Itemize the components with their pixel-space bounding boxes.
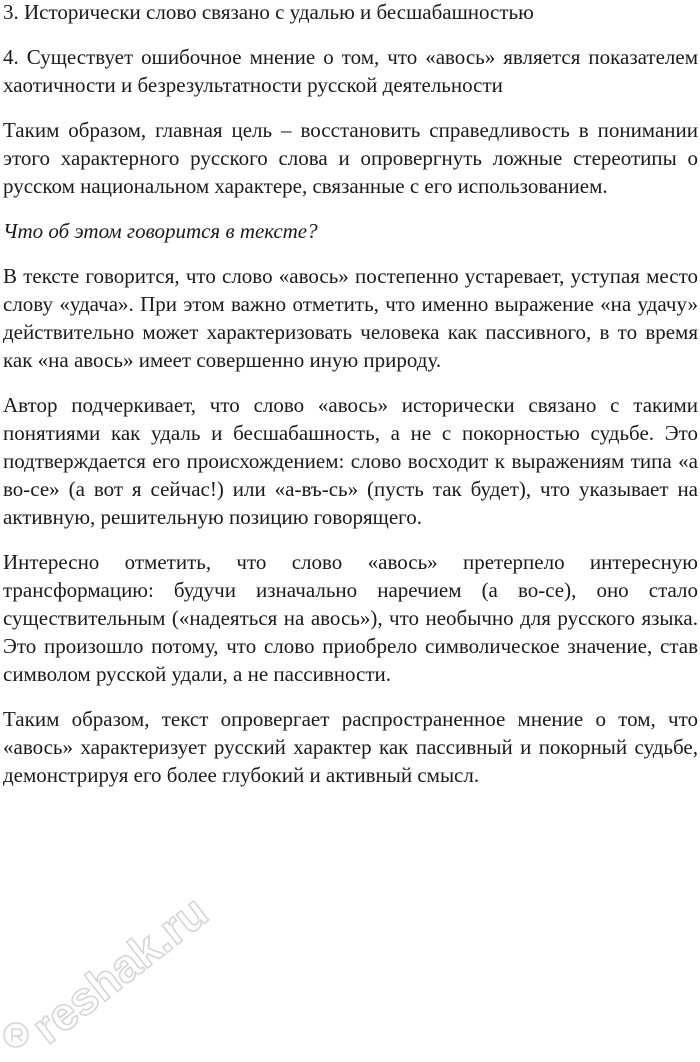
answer-paragraph-3: Интересно отметить, что слово «авось» претерпело интересную трансформацию: будучи изначально наречием (а во-се), оно стало существительным («надеяться на авось»), что необычно для русского языка. Это произошло потому, что слово приобрело символическое значение, став символом русской удали, а не пассивности. <box>3 550 698 686</box>
list-item-4: 4. Существует ошибочное мнение о том, что «авось» является показателем хаотичности и безрезультатности русской деятельности <box>3 45 698 97</box>
watermark-logo <box>0 885 218 1054</box>
answer-paragraph-2: Автор подчеркивает, что слово «авось» исторически связано с такими понятиями как удаль и бесшабашность, а не с покорностью судьбе. Это подтверждается его происхождением: слово восходит к выражениям типа «а во-се» (а вот я сейчас!) или «а-въ-сь» (пусть так будет), что указывает на активную, решительную позицию говорящего. <box>3 393 698 529</box>
summary-paragraph: Таким образом, главная цель – восстановить справедливость в понимании этого характерного русского слова и опровергнуть ложные стереотипы о русском национальном характере, связанные с его использованием. <box>3 118 698 198</box>
conclusion-paragraph: Таким образом, текст опровергает распространенное мнение о том, что «авось» характеризует русский характер как пассивный и покорный судьбе, демонстрируя его более глубокий и активный смысл. <box>3 707 698 787</box>
answer-paragraph-1: В тексте говорится, что слово «авось» постепенно устаревает, уступая место слову «удача». При этом важно отметить, что именно выражение «на удачу» действительно может характеризовать человека как пассивного, в то время как «на авось» имеет совершенно иную природу. <box>3 264 698 372</box>
svg-text:reshak.ru: reshak.ru <box>22 885 218 1054</box>
list-item-3: 3. Исторически слово связано с удалью и бесшабашностью <box>3 0 534 24</box>
question-heading: Что об этом говорится в тексте? <box>3 219 318 243</box>
